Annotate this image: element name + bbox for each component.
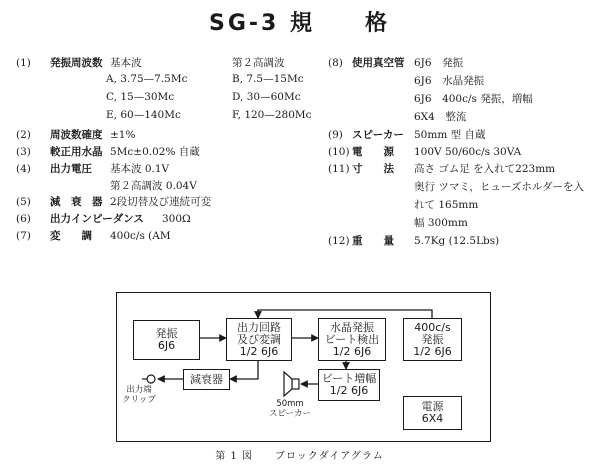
block-line: 水晶発振: [330, 320, 374, 334]
range-e: E, 60—140Mc: [106, 109, 181, 121]
spec-label: 出力インピーダンス: [50, 213, 144, 225]
spec-number: (1): [16, 57, 31, 69]
block-line: ビート検出: [324, 332, 380, 346]
spec-output-voltage-second: 第２高調波 0.04V: [110, 180, 197, 192]
spec-label: 変 調: [50, 230, 92, 242]
spec-number: (10): [328, 146, 350, 158]
block-line: 1/2 6J6: [239, 344, 279, 358]
block-400cs-oscillator: [403, 318, 462, 361]
spec-value: 50mm 型 自蔵: [414, 129, 486, 141]
block-line: 電源: [421, 400, 444, 413]
range-f: F, 120—280Mc: [232, 109, 312, 121]
spec-label: 使用真空管: [352, 57, 405, 69]
spec-number: (5): [16, 196, 31, 208]
block-line: 出力回路: [237, 320, 281, 334]
spec-value: 100V 50/60c/s 30VA: [414, 146, 522, 158]
spec-label: 周波数確度: [50, 129, 103, 141]
block-line: 発振: [421, 332, 444, 346]
tube-line: 6J6 400c/s 発振，増幅: [414, 93, 533, 105]
figure-caption: 第 1 図 ブロックダイアグラム: [215, 451, 384, 462]
output-clip-label-line: 出力端: [126, 385, 152, 395]
spec-number: (2): [16, 129, 31, 141]
spec-number: (7): [16, 230, 31, 242]
output-clip-label: [117, 385, 161, 405]
block-line: 発振: [155, 327, 178, 340]
spec-value: 5Mc±0.02% 自蔵: [110, 146, 200, 158]
spec-number: (6): [16, 213, 31, 225]
block-line: ビート増幅: [321, 372, 377, 385]
block-line: 及び変調: [237, 332, 281, 346]
dimension-line: 幅 300mm: [414, 217, 468, 229]
spec-value-second: 第２高調波: [232, 57, 285, 69]
spec-value: 高さ ゴム足 を入れて223mm: [414, 163, 556, 175]
spec-number: (11): [328, 163, 350, 175]
block-crystal-beat-detector: [318, 318, 386, 361]
wire-output-to-attenuator: [230, 361, 258, 379]
spec-value: 基本波: [110, 57, 142, 69]
spec-value: 6J6 発振: [414, 57, 464, 69]
wire-audio-to-output: [258, 310, 432, 318]
block-line: 1/2 6J6: [413, 344, 452, 358]
range-d: D, 30—60Mc: [232, 91, 301, 103]
spec-label: 寸 法: [352, 163, 394, 175]
block-line: 減衰器: [190, 372, 223, 386]
block-output-modulation: [226, 318, 292, 361]
spec-value: 基本波 0.1V: [110, 163, 170, 175]
tube-line: 6J6 水晶発振: [414, 75, 485, 87]
spec-value: ±1%: [110, 129, 136, 141]
block-power-supply: [403, 396, 462, 430]
output-clip-icon: [142, 375, 155, 383]
range-c: C, 15—30Mc: [106, 91, 175, 103]
dimension-line: れて 165mm: [414, 199, 479, 211]
spec-label: 重 量: [352, 235, 394, 247]
block-line: 1/2 6J6: [329, 384, 369, 397]
speaker-icon: [284, 372, 299, 396]
spec-number: (4): [16, 163, 31, 175]
block-line: 6J6: [157, 339, 176, 352]
spec-value: 2段切替及び連続可変: [110, 196, 212, 208]
block-oscillator: [133, 320, 200, 360]
spec-label: 発振周波数: [50, 57, 103, 69]
spec-label: 出力電圧: [50, 163, 92, 175]
spec-label: 較正用水晶: [50, 146, 103, 158]
spec-label: スピーカー: [352, 129, 404, 141]
speaker-label-line: スピーカー: [269, 409, 311, 419]
spec-number: (12): [328, 235, 350, 247]
block-beat-amplifier: [318, 369, 380, 401]
spec-number: (8): [328, 57, 343, 69]
spec-label: 電 源: [352, 146, 394, 158]
spec-value: 400c/s (AM: [110, 230, 171, 242]
spec-number: (3): [16, 146, 31, 158]
spec-value: 5.7Kg (12.5Lbs): [414, 235, 500, 247]
block-line: 1/2 6J6: [332, 344, 372, 358]
range-b: B, 7.5—15Mc: [232, 73, 304, 85]
spec-label: 減 衰 器: [50, 196, 103, 208]
page-title: SG-3 規 格: [208, 11, 390, 36]
block-line: 400c/s: [414, 320, 451, 334]
speaker-label-line: 50mm: [276, 399, 304, 409]
range-a: A, 3.75—7.5Mc: [106, 73, 188, 85]
speaker-label: [268, 399, 312, 419]
block-line: 6X4: [421, 412, 444, 425]
dimension-line: 奥行 ツマミ，ヒューズホルダーを入: [414, 181, 584, 193]
output-clip-label-line: クリップ: [122, 395, 156, 405]
tube-line: 6X4 整流: [414, 111, 467, 123]
spec-number: (9): [328, 129, 343, 141]
spec-value: 300Ω: [162, 213, 191, 225]
block-attenuator: [183, 369, 230, 390]
